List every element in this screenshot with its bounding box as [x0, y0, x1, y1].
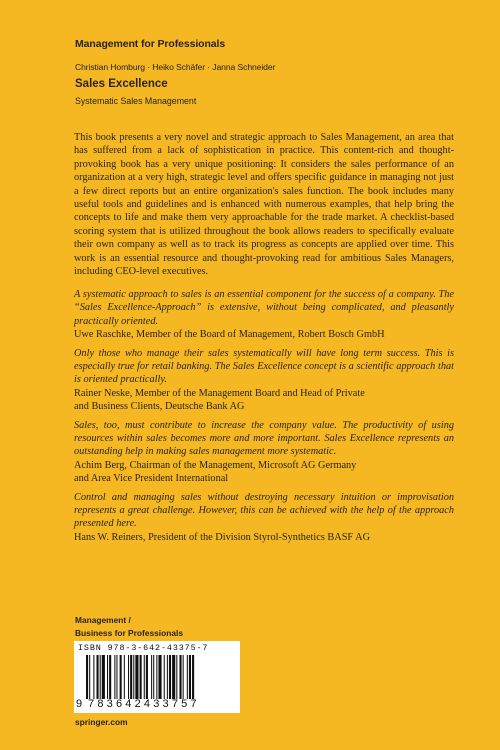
endorsement-attribution: Achim Berg, Chairman of the Management, Microsoft AG Germany — [74, 459, 357, 471]
series-name: Management for Professionals — [75, 38, 226, 50]
barcode-box — [74, 641, 240, 713]
barcode-digits: 783642433757 — [88, 698, 200, 710]
publisher-url: springer.com — [75, 717, 128, 727]
endorsement — [74, 347, 454, 414]
barcode-icon — [86, 655, 234, 699]
endorsement-text: A systematic approach to sales is an essential component for the success of a company. The “Sales Excellence-Approach” is extensive, without being complicated, and pleasantly practically oriented. — [74, 288, 454, 327]
book-title: Sales Excellence — [75, 78, 168, 90]
endorsement-attribution: Uwe Raschke, Member of the Board of Management, Robert Bosch GmbH — [74, 329, 385, 341]
endorsement — [74, 288, 454, 342]
endorsement-attribution: Hans W. Reiners, President of the Division Styrol-Synthetics BASF AG — [74, 531, 371, 543]
barcode-prefix: 9 — [76, 698, 83, 710]
back-cover-text — [74, 131, 454, 549]
endorsement-text: Only those who manage their sales systematically will have long term success. This is especially true for retail banking. The Sales Excellence concept is a scientific approach that is oriented practically. — [74, 347, 454, 386]
series-category-line: Business for Professionals — [75, 628, 183, 638]
endorsement-text: Sales, too, must contribute to increase the company value. The productivity of using resources within sales becomes more and more important. Sales Excellence represents an outstanding help in making sales management more systematic. — [74, 419, 454, 458]
endorsement-text: Control and managing sales without destroying necessary intuition or improvisation represents a great challenge. However, this can be achieved with the help of the approach presented here. — [74, 491, 454, 530]
isbn-number: ISBN 978-3-642-43375-7 — [78, 643, 209, 653]
endorsement-attribution: and Area Vice President International — [74, 473, 229, 485]
endorsement — [74, 419, 454, 486]
endorsement-attribution: and Business Clients, Deutsche Bank AG — [74, 401, 245, 413]
series-category — [75, 614, 183, 640]
endorsement — [74, 491, 454, 545]
book-subtitle: Systematic Sales Management — [75, 96, 197, 106]
book-description: This book presents a very novel and strategic approach to Sales Management, an area that has suffered from a lack of sophistication in practice. This content-rich and thought-provoking book has a very unique positioning: It considers the sales performance of an organization at a very high, strategic level and offers specific guidance in managing not just a few direct reports but an entire organization's sales function. The book includes many useful tools and guidelines and is enhanced with numerous examples, that help bring the concepts to life and make them very approachable for the trade market. A checklist-based scoring system that is utilized throughout the book allows readers to specifically evaluate their own company as well as to track its progress as concepts are applied over time. This work is an essential resource and thought-provoking read for ambitious Sales Managers, including CEO-level executives. — [74, 132, 454, 278]
series-category-line: Management / — [75, 615, 131, 625]
endorsement-attribution: Rainer Neske, Member of the Management Board and Head of Private — [74, 387, 365, 399]
authors: Christian Homburg · Heiko Schäfer · Janna Schneider — [75, 62, 276, 72]
